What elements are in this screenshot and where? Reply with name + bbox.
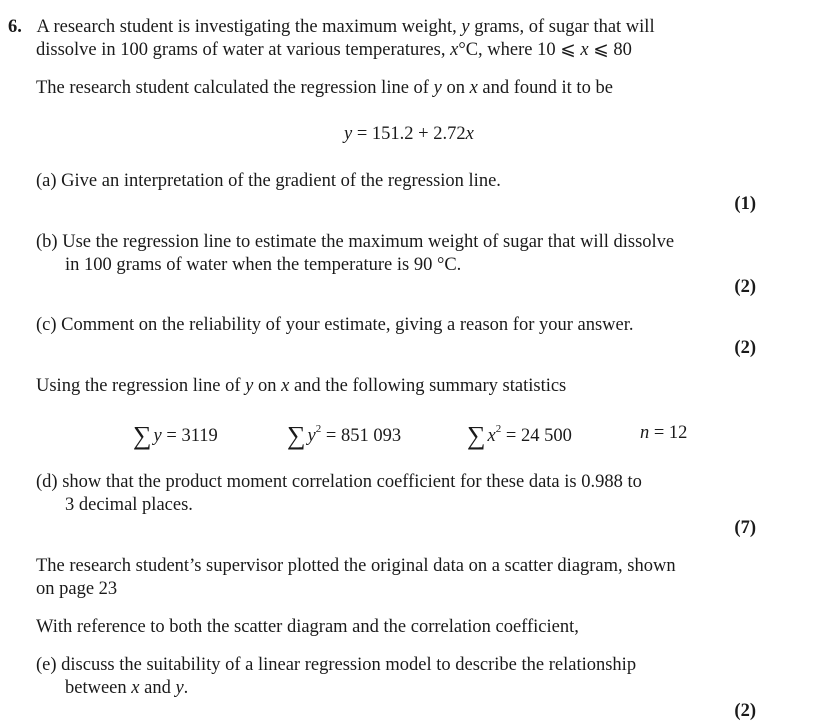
part-a-label: (a) — [36, 171, 57, 191]
stat-n: n = 12 — [640, 423, 688, 443]
summary-intro: Using the regression line of y on x and the following summary statistics — [36, 376, 567, 396]
supervisor-line-2: on page 23 — [36, 579, 118, 599]
stat-sum-y: ∑ y = 3119 — [133, 421, 218, 450]
part-b — [36, 231, 674, 253]
stat-sum-y-squared: ∑ $y^2 = 851$ 093 — [287, 421, 402, 450]
part-b-text-1: Use the regression line to estimate the maximum weight of sugar that will dissolve — [62, 232, 675, 252]
question-line-1: 6. A research student is investigating the maximum weight, y grams, of sugar that will — [8, 17, 655, 37]
question-line-2: dissolve in 100 grams of water at various temperatures, x°C, where 10 ⩽ x ⩽ 80 — [36, 40, 632, 60]
sigma-icon: ∑ — [287, 421, 306, 450]
part-b-label: (b) — [36, 232, 58, 252]
regression-equation: y = 151.2 + 2.72x — [344, 124, 474, 144]
part-e-marks: (2) — [734, 701, 756, 721]
part-c-text: Comment on the reliability of your estimate, giving a reason for your answer. — [61, 315, 634, 335]
part-a-marks: (1) — [734, 194, 756, 214]
stat-sum-x-squared: ∑ $x^2 = 24$ 500 — [467, 421, 572, 450]
part-d — [36, 471, 642, 493]
sigma-icon: ∑ — [133, 421, 152, 450]
regression-intro: The research student calculated the regression line of y on x and found it to be — [36, 78, 613, 98]
part-e-text-2: between x and y. — [65, 678, 189, 698]
part-d-label: (d) — [36, 472, 58, 492]
part-d-text-1: show that the product moment correlation coefficient for these data is 0.988 to — [62, 472, 642, 492]
sigma-icon: ∑ — [467, 421, 486, 450]
part-c-label: (c) — [36, 315, 57, 335]
part-c — [36, 314, 634, 336]
part-c-marks: (2) — [734, 338, 756, 358]
part-b-text-2: in 100 grams of water when the temperature is 90 °C. — [65, 255, 462, 275]
question-number: 6. — [8, 17, 22, 37]
part-d-text-2: 3 decimal places. — [65, 495, 193, 515]
part-e-text-1: discuss the suitability of a linear regression model to describe the relationship — [61, 655, 637, 675]
part-a-text: Give an interpretation of the gradient of the regression line. — [61, 171, 501, 191]
part-e-label: (e) — [36, 655, 57, 675]
part-e — [36, 654, 636, 676]
part-d-marks: (7) — [734, 518, 756, 538]
part-b-marks: (2) — [734, 277, 756, 297]
part-a — [36, 170, 501, 192]
supervisor-line-3: With reference to both the scatter diagram and the correlation coefficient, — [36, 617, 579, 637]
supervisor-line-1: The research student’s supervisor plotted the original data on a scatter diagram, shown — [36, 556, 676, 576]
